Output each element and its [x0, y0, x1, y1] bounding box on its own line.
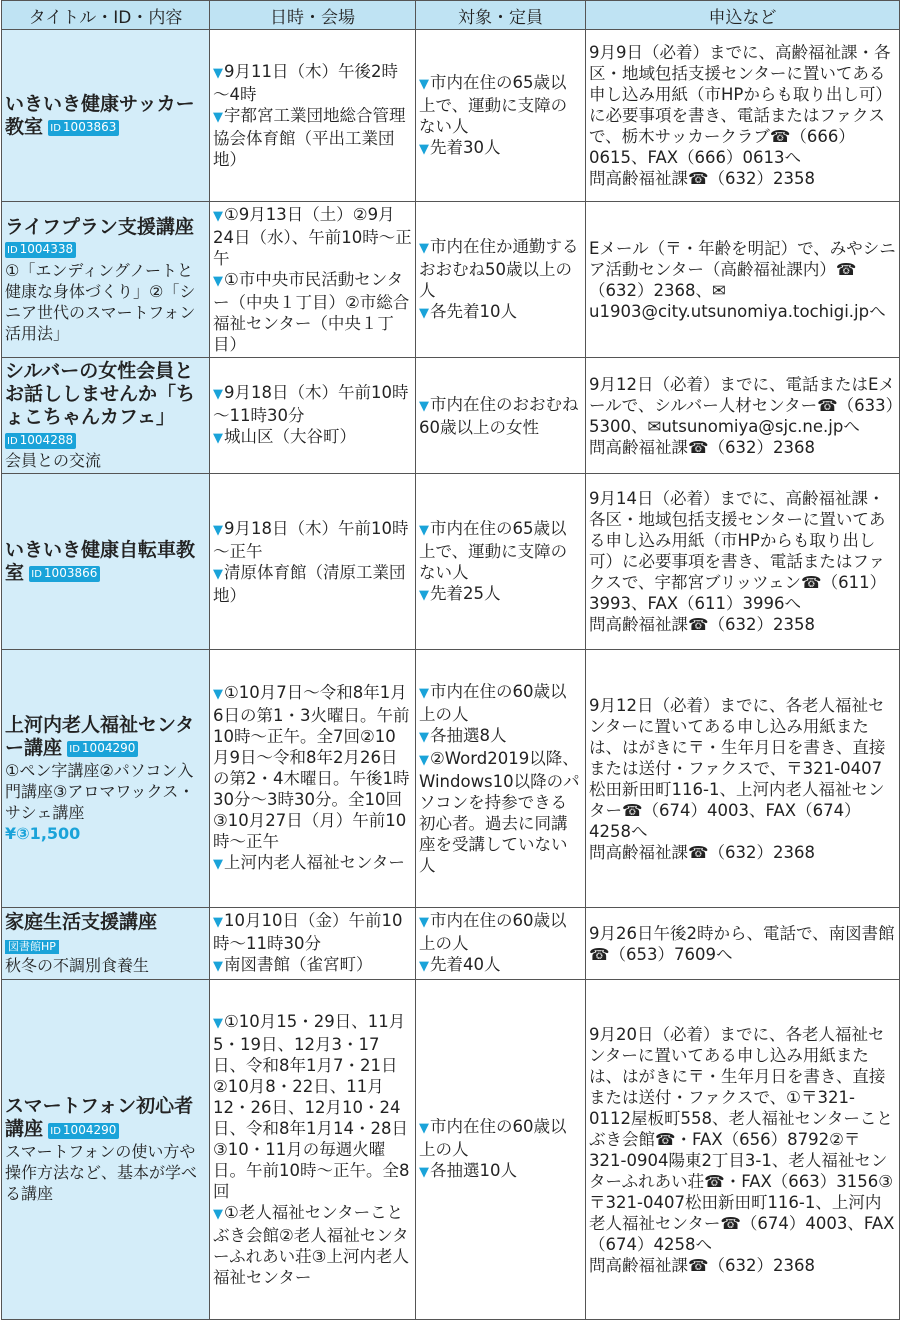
- down-triangle-icon: ▼: [213, 915, 223, 930]
- target-cell: [416, 202, 586, 358]
- target-cell: [416, 980, 586, 1320]
- down-triangle-icon: ▼: [213, 959, 223, 974]
- contact-text: 問高齢福祉課☎（632）2358: [589, 169, 816, 188]
- event-capacity: 各抽選8人: [430, 726, 507, 745]
- id-badge[interactable]: [5, 242, 76, 258]
- event-venue: 上河内老人福祉センター: [224, 853, 405, 872]
- datetime-cell: [210, 30, 416, 202]
- title-cell: [2, 30, 210, 202]
- apply-text: 9月14日（必着）までに、高齢福祉課・各区・地域包括支援センターに置いてある申し込み用紙（市HPからも取り出し可）に必要事項を書き、電話またはファクスで、宇都宮ブリッツェン☎（611）3993、FAX（611）3996へ: [589, 489, 887, 613]
- event-datetime: ①9月13日（土）②9月24日（水）、午前10時～正午: [213, 205, 412, 268]
- down-triangle-icon: ▼: [419, 730, 429, 745]
- id-badge-icon: ID: [7, 435, 18, 447]
- datetime-cell: [210, 980, 416, 1320]
- down-triangle-icon: ▼: [213, 1016, 223, 1031]
- title-cell: [2, 650, 210, 908]
- apply-cell: [586, 650, 900, 908]
- event-title: ライフプラン支援講座: [5, 215, 194, 238]
- event-fee: ¥③1,500: [5, 823, 81, 843]
- apply-text: 9月26日午後2時から、電話で、南図書館☎（653）7609へ: [589, 923, 895, 964]
- down-triangle-icon: ▼: [213, 1207, 223, 1222]
- event-datetime: 9月18日（木）午前10時～正午: [213, 518, 409, 561]
- event-datetime: ①10月15・29日、11月5・19日、12月3・17日、令和8年1月7・21日②10月8・22日、11月12・26日、12月10・24日、令和8年1月14・28日③10・11月の毎週火曜日。午前10時～正午。全8回: [213, 1012, 410, 1201]
- down-triangle-icon: ▼: [419, 240, 429, 256]
- down-triangle-icon: ▼: [419, 753, 429, 768]
- contact-text: 問高齢福祉課☎（632）2368: [589, 842, 816, 862]
- title-cell: [2, 358, 210, 474]
- event-target: 市内在住の65歳以上で、運動に支障のない人: [419, 518, 568, 582]
- event-desc: 秋冬の不調別食養生: [5, 956, 150, 975]
- apply-text: 9月9日（必着）までに、高齢福祉課・各区・地域包括支援センターに置いてある申し込み用紙（市HPからも取り出し可）に必要事項を書き、電話またはファクスで、栃木サッカークラブ☎（666）0615、FAX（666）0613へ: [589, 43, 892, 167]
- down-triangle-icon: ▼: [419, 76, 429, 92]
- event-capacity: 各抽選10人: [430, 1161, 517, 1180]
- id-number: 1004290: [62, 1122, 117, 1137]
- table-row: [2, 358, 900, 474]
- down-triangle-icon: ▼: [213, 274, 223, 289]
- down-triangle-icon: ▼: [213, 857, 223, 872]
- contact-text: 問高齢福祉課☎（632）2368: [589, 1255, 816, 1275]
- id-badge-icon: ID: [50, 1125, 61, 1137]
- id-badge[interactable]: [67, 741, 138, 757]
- id-number: 1004338: [19, 242, 74, 256]
- event-venue: ①老人福祉センターことぶき会館②老人福祉センターふれあい荘③上河内老人福祉センター: [213, 1203, 409, 1287]
- event-desc: スマートフォンの使い方や操作方法など、基本が学べる講座: [5, 1142, 198, 1203]
- apply-text: Eメール（〒・年齢を明記）で、みやシニア活動センター（高齢福祉課内）☎（632）2368、✉u1903@city.utsunomiya.tochigi.jpへ: [589, 238, 896, 321]
- event-title: 上河内老人福祉センター講座: [5, 713, 195, 759]
- title-cell: [2, 202, 210, 358]
- event-venue: 城山区（大谷町）: [224, 427, 356, 446]
- down-triangle-icon: ▼: [213, 566, 223, 582]
- header-title: タイトル・ID・内容: [2, 1, 210, 30]
- datetime-cell: [210, 650, 416, 908]
- event-target: 市内在住のおおむね60歳以上の女性: [419, 394, 579, 437]
- id-badge-icon: ID: [31, 569, 42, 580]
- id-badge[interactable]: [5, 433, 76, 449]
- down-triangle-icon: ▼: [213, 431, 223, 446]
- id-number: 1003863: [62, 120, 117, 134]
- title-cell: [2, 908, 210, 980]
- event-venue: 宇都宮工業団地総合管理協会体育館（平出工業団地）: [213, 106, 406, 169]
- down-triangle-icon: ▼: [419, 959, 429, 974]
- table-row: [2, 908, 900, 980]
- down-triangle-icon: ▼: [419, 522, 429, 538]
- header-apply: 申込など: [586, 1, 900, 30]
- event-table: [1, 0, 900, 1320]
- title-cell: [2, 474, 210, 650]
- target-cell: [416, 650, 586, 908]
- down-triangle-icon: ▼: [419, 141, 429, 157]
- id-number: 1004288: [19, 432, 74, 447]
- down-triangle-icon: ▼: [213, 387, 223, 402]
- down-triangle-icon: ▼: [213, 66, 223, 81]
- event-capacity: 先着25人: [430, 583, 501, 603]
- header-datetime: 日時・会場: [210, 1, 416, 30]
- event-title: 家庭生活支援講座: [5, 911, 158, 933]
- event-datetime: 9月11日（木）午後2時～4時: [213, 62, 398, 104]
- event-target: 市内在住の60歳以上の人: [419, 682, 567, 724]
- event-capacity: 各先着10人: [430, 301, 517, 321]
- target-cell: [416, 30, 586, 202]
- target-cell: [416, 358, 586, 474]
- apply-cell: [586, 202, 900, 358]
- event-desc: ①ペン字講座②パソコン入門講座③アロマワックス・サシェ講座: [5, 760, 195, 822]
- event-target: 市内在住か通勤するおおむね50歳以上の人: [419, 236, 579, 300]
- down-triangle-icon: ▼: [213, 522, 223, 538]
- id-badge-icon: ID: [69, 744, 80, 755]
- contact-text: 問高齢福祉課☎（632）2358: [589, 615, 816, 634]
- down-triangle-icon: ▼: [419, 686, 429, 701]
- event-target: 市内在住の65歳以上で、運動に支障のない人: [419, 72, 568, 136]
- down-triangle-icon: ▼: [419, 1121, 429, 1136]
- id-badge[interactable]: [48, 1123, 119, 1139]
- event-capacity: 先着30人: [430, 137, 501, 157]
- event-target-extra: ②Word2019以降、Windows10以降のパソコンを持参できる初心者。過去に同講座を受講していない人: [419, 749, 580, 875]
- table-row: [2, 650, 900, 908]
- event-venue: 南図書館（雀宮町）: [224, 955, 373, 974]
- apply-cell: [586, 474, 900, 650]
- down-triangle-icon: ▼: [213, 687, 223, 702]
- event-desc: 会員との交流: [5, 451, 102, 470]
- event-datetime: 10月10日（金）午前10時～11時30分: [213, 911, 403, 953]
- datetime-cell: [210, 358, 416, 474]
- event-venue: ①市中央市民活動センター（中央１丁目）②市総合福祉センター（中央１丁目）: [213, 270, 410, 354]
- datetime-cell: [210, 474, 416, 650]
- datetime-cell: [210, 908, 416, 980]
- event-title: シルバーの女性会員とお話ししませんか「ちょこちゃんカフェ」: [5, 360, 196, 428]
- apply-cell: [586, 908, 900, 980]
- down-triangle-icon: ▼: [419, 1165, 429, 1180]
- title-cell: [2, 980, 210, 1320]
- down-triangle-icon: ▼: [213, 209, 223, 224]
- event-title: いきいき健康自転車教室: [5, 538, 196, 584]
- apply-text: 9月12日（必着）までに、各老人福祉センターに置いてある申し込み用紙または、はがきに〒・生年月日を書き、直接または送付・ファクスで、〒321-0407松田新田町116-1、上河内老人福祉センター☎（674）4003、FAX（674）4258へ: [589, 695, 886, 841]
- contact-text: 問高齢福祉課☎（632）2368: [589, 437, 816, 457]
- event-datetime: 9月18日（木）午前10時～11時30分: [213, 383, 409, 425]
- table-row: [2, 474, 900, 650]
- id-badge[interactable]: [29, 566, 100, 582]
- apply-cell: [586, 980, 900, 1320]
- event-title: スマートフォン初心者講座: [5, 1095, 194, 1140]
- id-number: 1003866: [43, 566, 98, 580]
- target-cell: [416, 474, 586, 650]
- event-datetime: ①10月7日～令和8年1月6日の第1・3火曜日。午前10時～正午。全7回②10月9日～令和8年2月26日の第2・4木曜日。午後1時30分～3時30分。全10回③10月27日（月）午前10時～正午: [213, 683, 410, 851]
- down-triangle-icon: ▼: [419, 915, 429, 930]
- id-badge-icon: ID: [50, 123, 61, 134]
- event-capacity: 先着40人: [430, 955, 501, 974]
- down-triangle-icon: ▼: [419, 305, 429, 321]
- header-target: 対象・定員: [416, 1, 586, 30]
- apply-cell: [586, 358, 900, 474]
- event-target: 市内在住の60歳以上の人: [419, 1117, 567, 1159]
- down-triangle-icon: ▼: [419, 398, 429, 414]
- down-triangle-icon: ▼: [419, 587, 429, 603]
- apply-text: 9月12日（必着）までに、電話またはEメールで、シルバー人材センター☎（633）5300、✉utsunomiya@sjc.ne.jpへ: [589, 374, 895, 436]
- id-number: 1004290: [81, 741, 136, 755]
- library-hp-badge[interactable]: 図書館HP: [5, 940, 59, 954]
- id-badge-icon: ID: [7, 245, 18, 256]
- apply-cell: [586, 30, 900, 202]
- datetime-cell: [210, 202, 416, 358]
- apply-text: 9月20日（必着）までに、各老人福祉センターに置いてある申し込み用紙または、はがきに〒・生年月日を書き、直接または送付・ファクスで、①〒321-0112屋板町558、老人福祉センターことぶき会館☎・FAX（656）8792②〒321-0904陽東2丁目3-1、老人福祉センターふれあい荘☎・FAX（663）3156③〒321-0407松田新田町116-1、上河内老人福祉センター☎（674）4003、FAX（674）4258へ: [589, 1024, 895, 1254]
- table-row: [2, 202, 900, 358]
- target-cell: [416, 908, 586, 980]
- table-row: [2, 980, 900, 1320]
- event-title: いきいき健康サッカー教室: [5, 92, 195, 138]
- event-target: 市内在住の60歳以上の人: [419, 911, 567, 953]
- table-row: [2, 30, 900, 202]
- event-desc: ①「エンディングノートと健康な身体づくり」②「シニア世代のスマートフォン活用法」: [5, 260, 196, 343]
- event-venue: 清原体育館（清原工業団地）: [213, 562, 406, 605]
- down-triangle-icon: ▼: [213, 110, 223, 125]
- id-badge[interactable]: [48, 120, 119, 136]
- header-row: [2, 1, 900, 30]
